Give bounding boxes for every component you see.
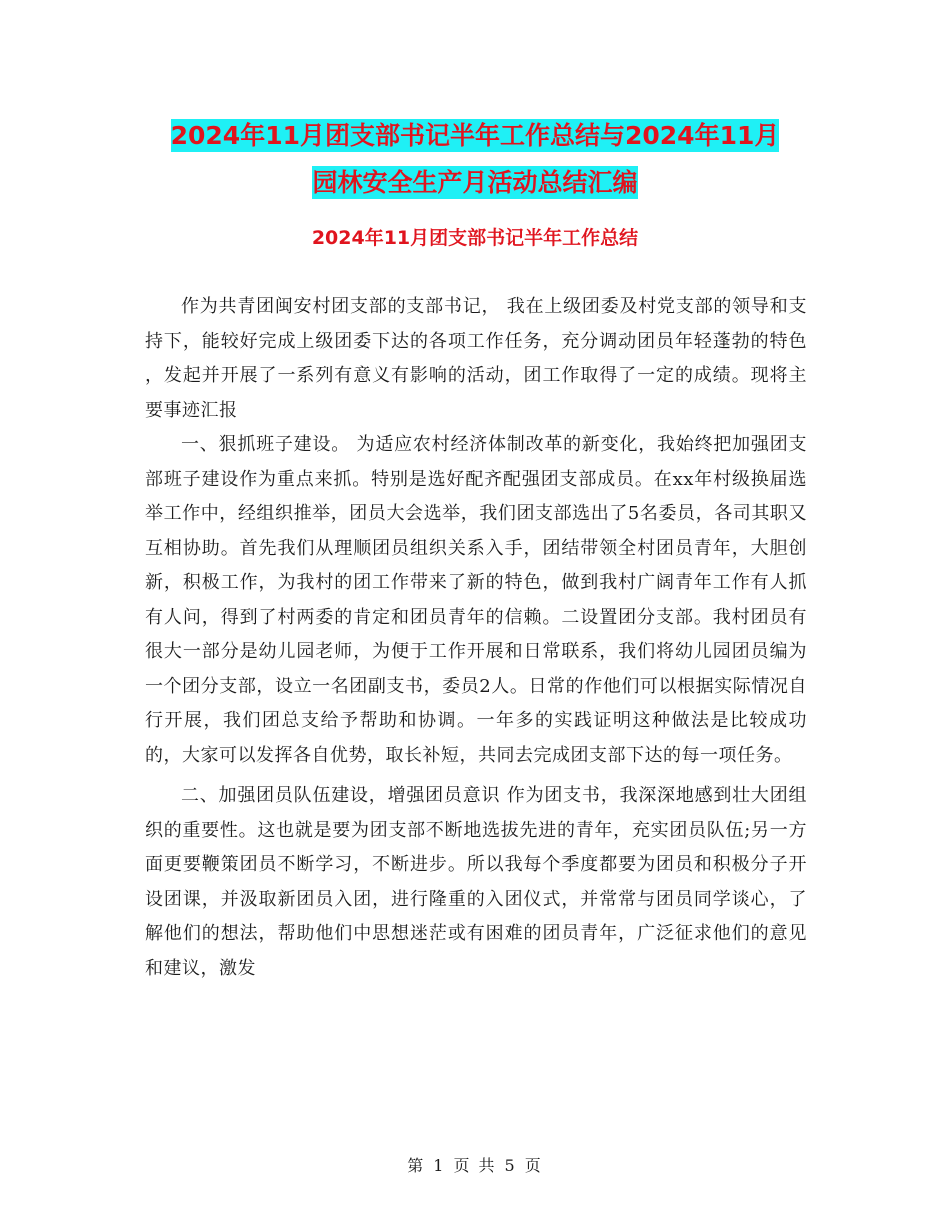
section-title: 2024年11月团支部书记半年工作总结 [311,227,639,249]
paragraph-section-2: 二、加强团员队伍建设，增强团员意识 作为团支书，我深深地感到壮大团组织的重要性。这也就是要为团支部不断地选拔先进的青年，充实团员队伍;另一方面更要鞭策团员不断学习，不断进步。所以我每个季度都要为团员和积极分子开设团课，并汲取新团员入团，进行隆重的入团仪式，并常常与团员同学谈心，了解他们的想法，帮助他们中思想迷茫或有困难的团员青年，广泛征求他们的意见和建议，激发 [145,785,807,979]
document-title-line-2: 园林安全生产月活动总结汇编 [312,168,638,197]
paragraph-intro: 作为共青团闽安村团支部的支部书记， 我在上级团委及村党支部的领导和支持下，能较好完成上级团委下达的各项工作任务，充分调动团员年轻蓬勃的特色 ，发起并开展了一系列有意义有影响的活动，团工作取得了一定的成绩。现将主要事迹汇报 [145,296,807,421]
paragraph-section-1: 一、狠抓班子建设。 为适应农村经济体制改革的新变化，我始终把加强团支部班子建设作为重点来抓。特别是选好配齐配强团支部成员。在xx年村级换届选举工作中，经组织推举，团员大会选举，我们团支部选出了5名委员，各司其职又互相协助。首先我们从理顺团员组织关系入手，团结带领全村团员青年，大胆创新，积极工作，为我村的团工作带来了新的特色，做到我村广阔青年工作有人抓有人问，得到了村两委的肯定和团员青年的信赖。二设置团分支部。我村团员有很大一部分是幼儿园老师，为便于工作开展和日常联系，我们将幼儿园团员编为一个团分支部，设立一名团副支书，委员2人。日常的作他们可以根据实际情况自行开展，我们团总支给予帮助和协调。一年多的实践证明这种做法是比较成功的，大家可以发挥各自优势，取长补短，共同去完成团支部下达的每一项任务。 [145,434,807,766]
document-title-line-1: 2024年11月团支部书记半年工作总结与2024年11月 [170,121,780,150]
document-body [145,290,807,986]
footer-page-mid: 页 共 [453,1156,497,1175]
footer-current-page: 1 [433,1156,446,1175]
footer-page-suffix: 页 [524,1156,543,1175]
document-title [90,112,860,206]
footer-page-prefix: 第 [407,1156,426,1175]
page-footer [0,1153,950,1176]
footer-total-pages: 5 [504,1156,517,1175]
